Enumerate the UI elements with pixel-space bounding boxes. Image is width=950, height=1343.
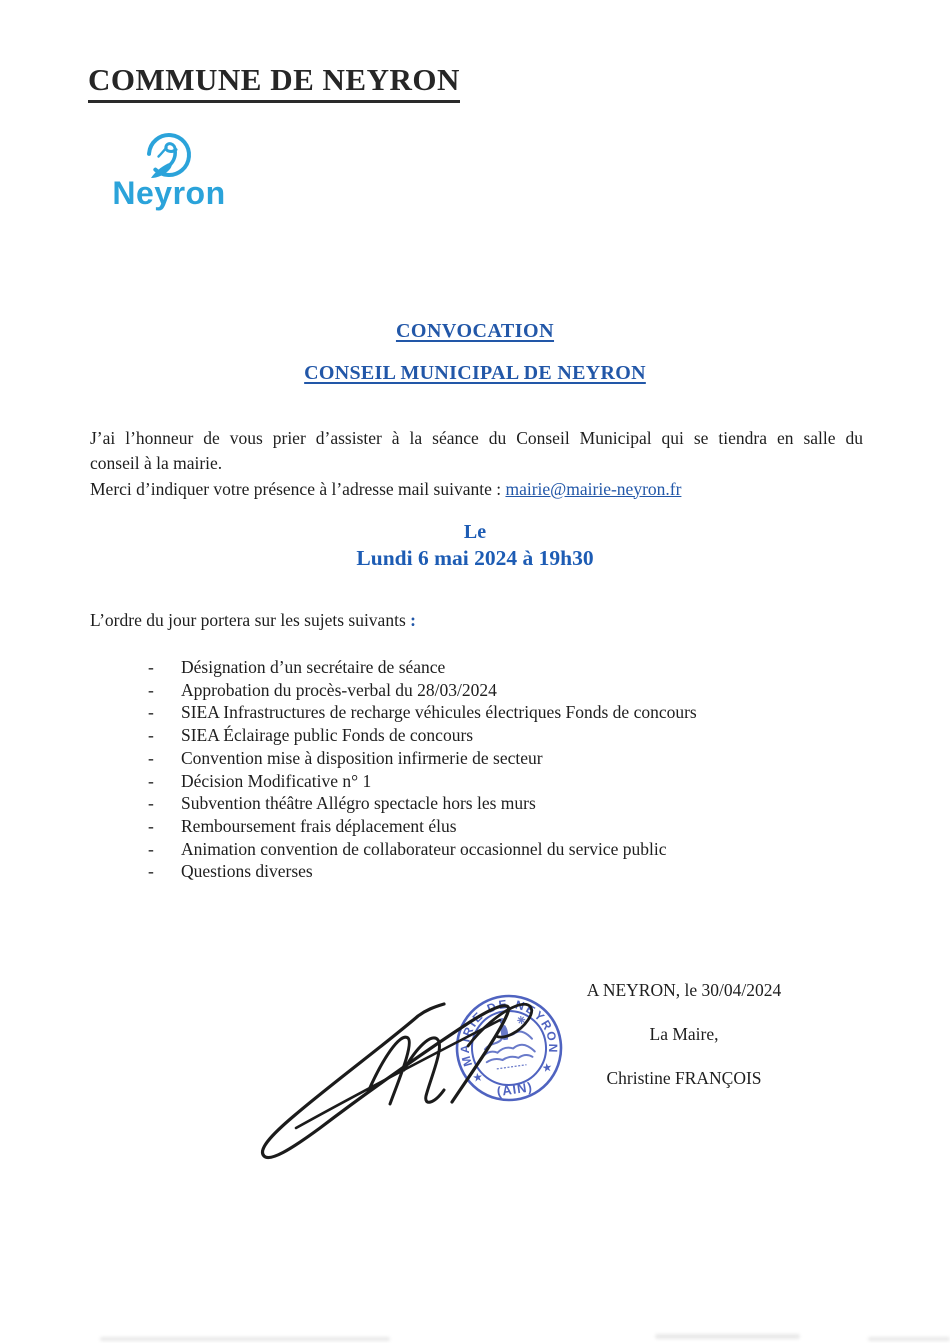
list-dash: - bbox=[148, 657, 154, 677]
list-dash: - bbox=[148, 793, 154, 814]
agenda-item: - Subvention théâtre Allégro spectacle hors les murs bbox=[148, 793, 536, 814]
agenda-item: - Désignation d’un secrétaire de séance bbox=[148, 657, 446, 677]
list-dash: - bbox=[148, 838, 154, 859]
list-dash: - bbox=[148, 747, 154, 768]
scan-smudge bbox=[100, 1337, 390, 1341]
agenda-item: - SIEA Éclairage public Fonds de concours bbox=[148, 725, 474, 746]
agenda-item: - Remboursement frais déplacement élus bbox=[148, 815, 457, 836]
agenda-list bbox=[148, 656, 868, 883]
stamp-star-right: ★ bbox=[542, 1062, 553, 1075]
list-dash: - bbox=[148, 815, 154, 836]
convocation-heading: CONVOCATION bbox=[395, 320, 555, 342]
stamp-department: (AIN) bbox=[495, 1079, 534, 1100]
stamp-star-left: ★ bbox=[472, 1072, 484, 1085]
intro-line2: conseil à la mairie. bbox=[90, 453, 223, 474]
list-dash: - bbox=[148, 679, 154, 700]
agenda-item: - Animation convention de collaborateur occasionnel du service public bbox=[148, 838, 667, 859]
signoff-role: La Maire, bbox=[649, 1024, 719, 1044]
session-date-block bbox=[0, 519, 950, 572]
list-dash: - bbox=[148, 725, 154, 746]
agenda-heading-colon: : bbox=[410, 610, 416, 630]
stamp-ring-text: MAIRIE DE NEYRON bbox=[458, 996, 561, 1069]
document-title: COMMUNE DE NEYRON bbox=[88, 62, 460, 103]
agenda-heading-text: L’ordre du jour portera sur les sujets suivants bbox=[90, 610, 406, 630]
logo-wordmark: Neyron bbox=[112, 175, 226, 211]
mail-instruction: Merci d’indiquer votre présence à l’adresse mail suivante : bbox=[90, 478, 502, 499]
scan-smudge bbox=[655, 1334, 800, 1339]
list-dash: - bbox=[148, 702, 154, 723]
council-heading: CONSEIL MUNICIPAL DE NEYRON bbox=[304, 362, 646, 384]
scan-smudge bbox=[868, 1337, 950, 1341]
agenda-heading bbox=[90, 610, 416, 631]
agenda-item: - Décision Modificative n° 1 bbox=[148, 770, 372, 791]
agenda-item: - SIEA Infrastructures de recharge véhicules électriques Fonds de concours bbox=[148, 702, 697, 723]
session-le: Le bbox=[463, 521, 487, 543]
list-dash: - bbox=[148, 770, 154, 791]
signoff-name: Christine FRANÇOIS bbox=[606, 1068, 762, 1088]
agenda-item: - Convention mise à disposition infirmerie de secteur bbox=[148, 747, 543, 768]
heron-icon bbox=[144, 131, 194, 181]
signoff-place-date: A NEYRON, le 30/04/2024 bbox=[586, 980, 782, 1000]
signature bbox=[248, 995, 578, 1180]
session-datetime: Lundi 6 mai 2024 à 19h30 bbox=[356, 546, 594, 570]
agenda-item: - Questions diverses bbox=[148, 861, 313, 882]
intro-paragraph bbox=[90, 426, 863, 502]
email-link[interactable]: mairie@mairie-neyron.fr bbox=[505, 478, 682, 499]
list-dash: - bbox=[148, 861, 154, 882]
agenda-item: - Approbation du procès-verbal du 28/03/2024 bbox=[148, 679, 497, 700]
intro-line1: J’ai l’honneur de vous prier d’assister à la séance du Conseil Municipal qui se tiendra en salle du bbox=[90, 428, 863, 448]
